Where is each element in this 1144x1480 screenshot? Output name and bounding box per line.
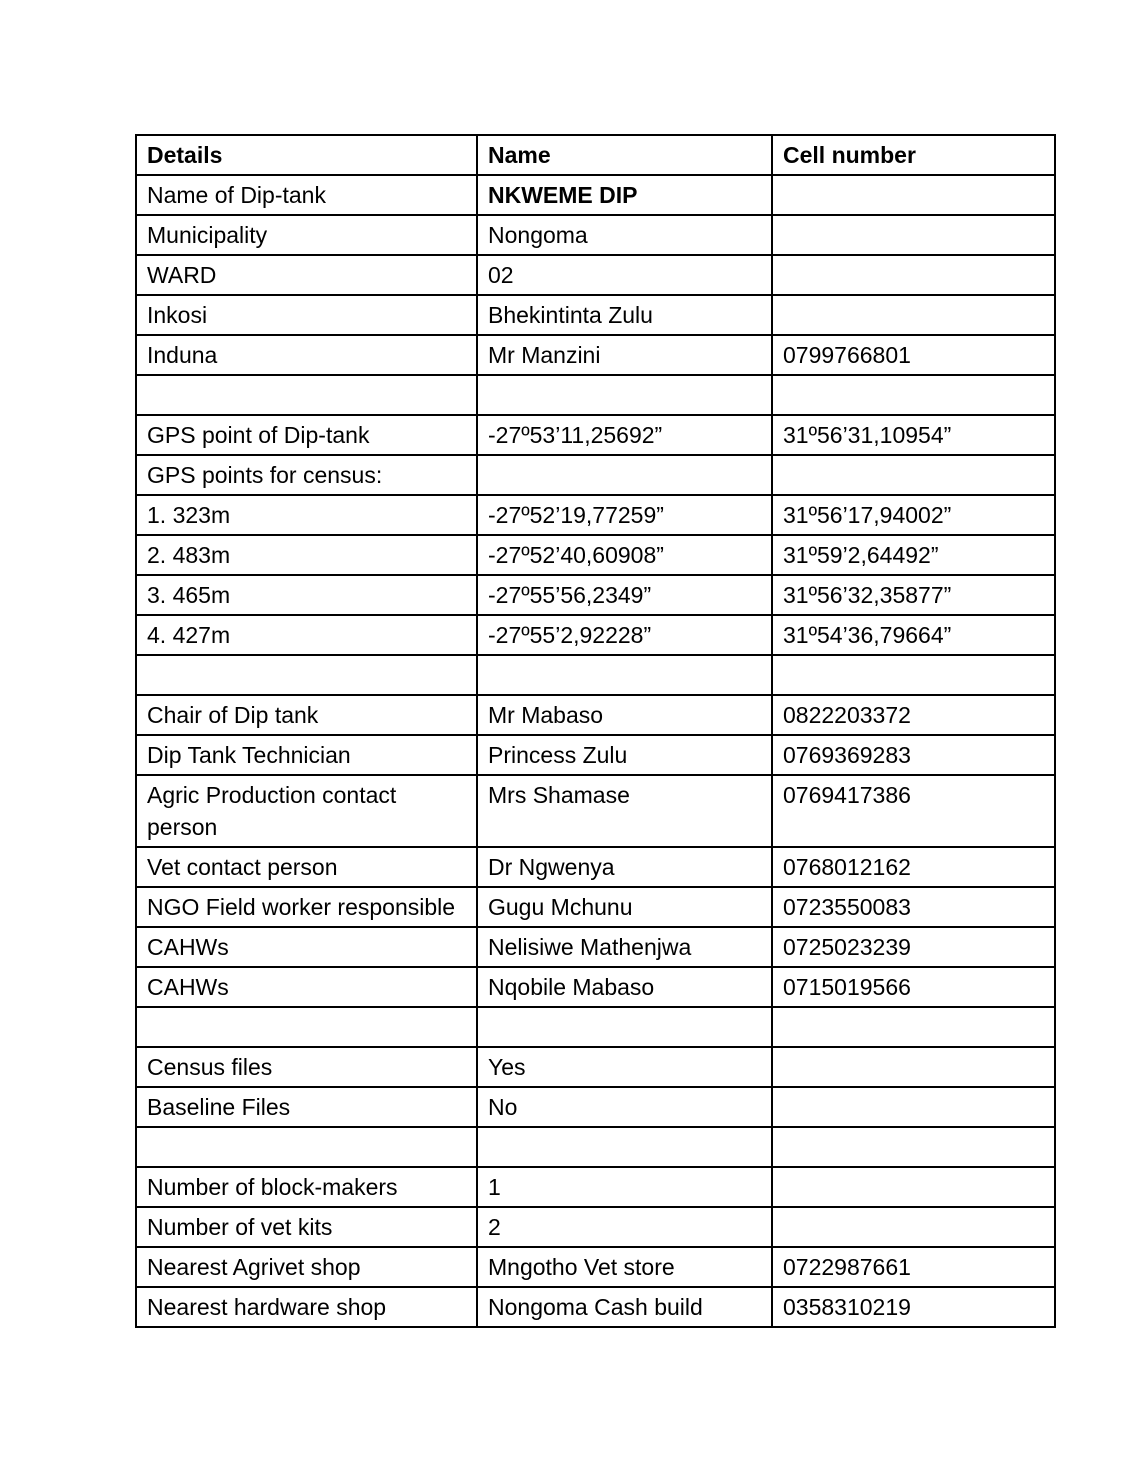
- cell-name: 2: [477, 1207, 772, 1247]
- cell-phone-number: 0822203372: [772, 695, 1055, 735]
- cell-details: Chair of Dip tank: [136, 695, 477, 735]
- table-row: [136, 215, 1055, 255]
- cell-name: No: [477, 1087, 772, 1127]
- cell-name: -27º53’11,25692”: [477, 415, 772, 455]
- cell-name: Mr Manzini: [477, 335, 772, 375]
- table-row: [136, 455, 1055, 495]
- table-row: [136, 615, 1055, 655]
- table-row: [136, 967, 1055, 1007]
- table-row-spacer: [136, 655, 1055, 695]
- cell-phone-number: [772, 1007, 1055, 1047]
- cell-details: Vet contact person: [136, 847, 477, 887]
- cell-details: Number of block-makers: [136, 1167, 477, 1207]
- cell-name: Gugu Mchunu: [477, 887, 772, 927]
- cell-phone-number: 31º59’2,64492”: [772, 535, 1055, 575]
- table-row: [136, 1207, 1055, 1247]
- cell-details: 2. 483m: [136, 535, 477, 575]
- cell-phone-number: 0722987661: [772, 1247, 1055, 1287]
- cell-name: [477, 1127, 772, 1167]
- cell-details: NGO Field worker responsible: [136, 887, 477, 927]
- cell-name: NKWEME DIP: [477, 175, 772, 215]
- cell-name: 02: [477, 255, 772, 295]
- table-row: [136, 295, 1055, 335]
- table-row-spacer: [136, 375, 1055, 415]
- table-row: [136, 695, 1055, 735]
- table-row: [136, 1247, 1055, 1287]
- cell-name: Mngotho Vet store: [477, 1247, 772, 1287]
- cell-name: Mr Mabaso: [477, 695, 772, 735]
- cell-phone-number: 31º56’17,94002”: [772, 495, 1055, 535]
- cell-details: Baseline Files: [136, 1087, 477, 1127]
- cell-details: Nearest hardware shop: [136, 1287, 477, 1327]
- cell-name: Nelisiwe Mathenjwa: [477, 927, 772, 967]
- table-row: [136, 775, 1055, 847]
- cell-name: Nongoma: [477, 215, 772, 255]
- cell-phone-number: [772, 295, 1055, 335]
- cell-name: -27º52’19,77259”: [477, 495, 772, 535]
- cell-details: Induna: [136, 335, 477, 375]
- cell-phone-number: 0725023239: [772, 927, 1055, 967]
- cell-name: -27º52’40,60908”: [477, 535, 772, 575]
- cell-details: GPS points for census:: [136, 455, 477, 495]
- cell-phone-number: [772, 215, 1055, 255]
- cell-details: WARD: [136, 255, 477, 295]
- cell-details: [136, 1007, 477, 1047]
- cell-details: Dip Tank Technician: [136, 735, 477, 775]
- cell-details: Census files: [136, 1047, 477, 1087]
- cell-name: [477, 455, 772, 495]
- cell-phone-number: [772, 1087, 1055, 1127]
- cell-details: [136, 655, 477, 695]
- table-row-spacer: [136, 1007, 1055, 1047]
- table-row-spacer: [136, 1127, 1055, 1167]
- table-row: [136, 535, 1055, 575]
- header-details: Details: [136, 135, 477, 175]
- cell-phone-number: 0769417386: [772, 775, 1055, 847]
- cell-phone-number: [772, 1207, 1055, 1247]
- cell-details: [136, 1127, 477, 1167]
- table-row: [136, 847, 1055, 887]
- cell-phone-number: 31º56’32,35877”: [772, 575, 1055, 615]
- cell-details: 4. 427m: [136, 615, 477, 655]
- cell-name: [477, 375, 772, 415]
- table-row: [136, 1167, 1055, 1207]
- table-row: [136, 415, 1055, 455]
- cell-details: [136, 375, 477, 415]
- cell-details: 1. 323m: [136, 495, 477, 535]
- cell-phone-number: 31º56’31,10954”: [772, 415, 1055, 455]
- cell-name: Bhekintinta Zulu: [477, 295, 772, 335]
- cell-phone-number: 0768012162: [772, 847, 1055, 887]
- cell-details: CAHWs: [136, 967, 477, 1007]
- cell-phone-number: 0715019566: [772, 967, 1055, 1007]
- table-row: [136, 575, 1055, 615]
- cell-phone-number: 0358310219: [772, 1287, 1055, 1327]
- cell-details: Municipality: [136, 215, 477, 255]
- cell-details: Number of vet kits: [136, 1207, 477, 1247]
- header-name: Name: [477, 135, 772, 175]
- cell-name: Mrs Shamase: [477, 775, 772, 847]
- cell-phone-number: 0723550083: [772, 887, 1055, 927]
- cell-name: Nongoma Cash build: [477, 1287, 772, 1327]
- cell-details: Nearest Agrivet shop: [136, 1247, 477, 1287]
- cell-phone-number: [772, 455, 1055, 495]
- cell-name: [477, 1007, 772, 1047]
- cell-details: Name of Dip-tank: [136, 175, 477, 215]
- cell-phone-number: [772, 1127, 1055, 1167]
- cell-phone-number: 0769369283: [772, 735, 1055, 775]
- table-row: [136, 335, 1055, 375]
- cell-name: -27º55’2,92228”: [477, 615, 772, 655]
- cell-name: 1: [477, 1167, 772, 1207]
- dip-tank-details-table: [135, 134, 1056, 1328]
- cell-phone-number: 31º54’36,79664”: [772, 615, 1055, 655]
- cell-details: 3. 465m: [136, 575, 477, 615]
- table-row: [136, 495, 1055, 535]
- cell-phone-number: [772, 655, 1055, 695]
- cell-phone-number: [772, 1047, 1055, 1087]
- cell-details: GPS point of Dip-tank: [136, 415, 477, 455]
- table-row: [136, 887, 1055, 927]
- cell-name: Dr Ngwenya: [477, 847, 772, 887]
- table-body: [136, 175, 1055, 1327]
- cell-phone-number: [772, 255, 1055, 295]
- cell-phone-number: [772, 375, 1055, 415]
- cell-details: Inkosi: [136, 295, 477, 335]
- cell-details: CAHWs: [136, 927, 477, 967]
- table-row: [136, 1287, 1055, 1327]
- cell-name: Nqobile Mabaso: [477, 967, 772, 1007]
- table-row: [136, 1087, 1055, 1127]
- document-page: [135, 134, 1054, 1328]
- cell-name: Princess Zulu: [477, 735, 772, 775]
- cell-phone-number: [772, 1167, 1055, 1207]
- cell-details: Agric Production contact person: [136, 775, 477, 847]
- cell-name: [477, 655, 772, 695]
- table-row: [136, 927, 1055, 967]
- table-row: [136, 175, 1055, 215]
- cell-phone-number: 0799766801: [772, 335, 1055, 375]
- table-row: [136, 1047, 1055, 1087]
- cell-phone-number: [772, 175, 1055, 215]
- cell-name: -27º55’56,2349”: [477, 575, 772, 615]
- table-row: [136, 735, 1055, 775]
- header-cell-number: Cell number: [772, 135, 1055, 175]
- cell-name: Yes: [477, 1047, 772, 1087]
- table-row: [136, 255, 1055, 295]
- table-header-row: [136, 135, 1055, 175]
